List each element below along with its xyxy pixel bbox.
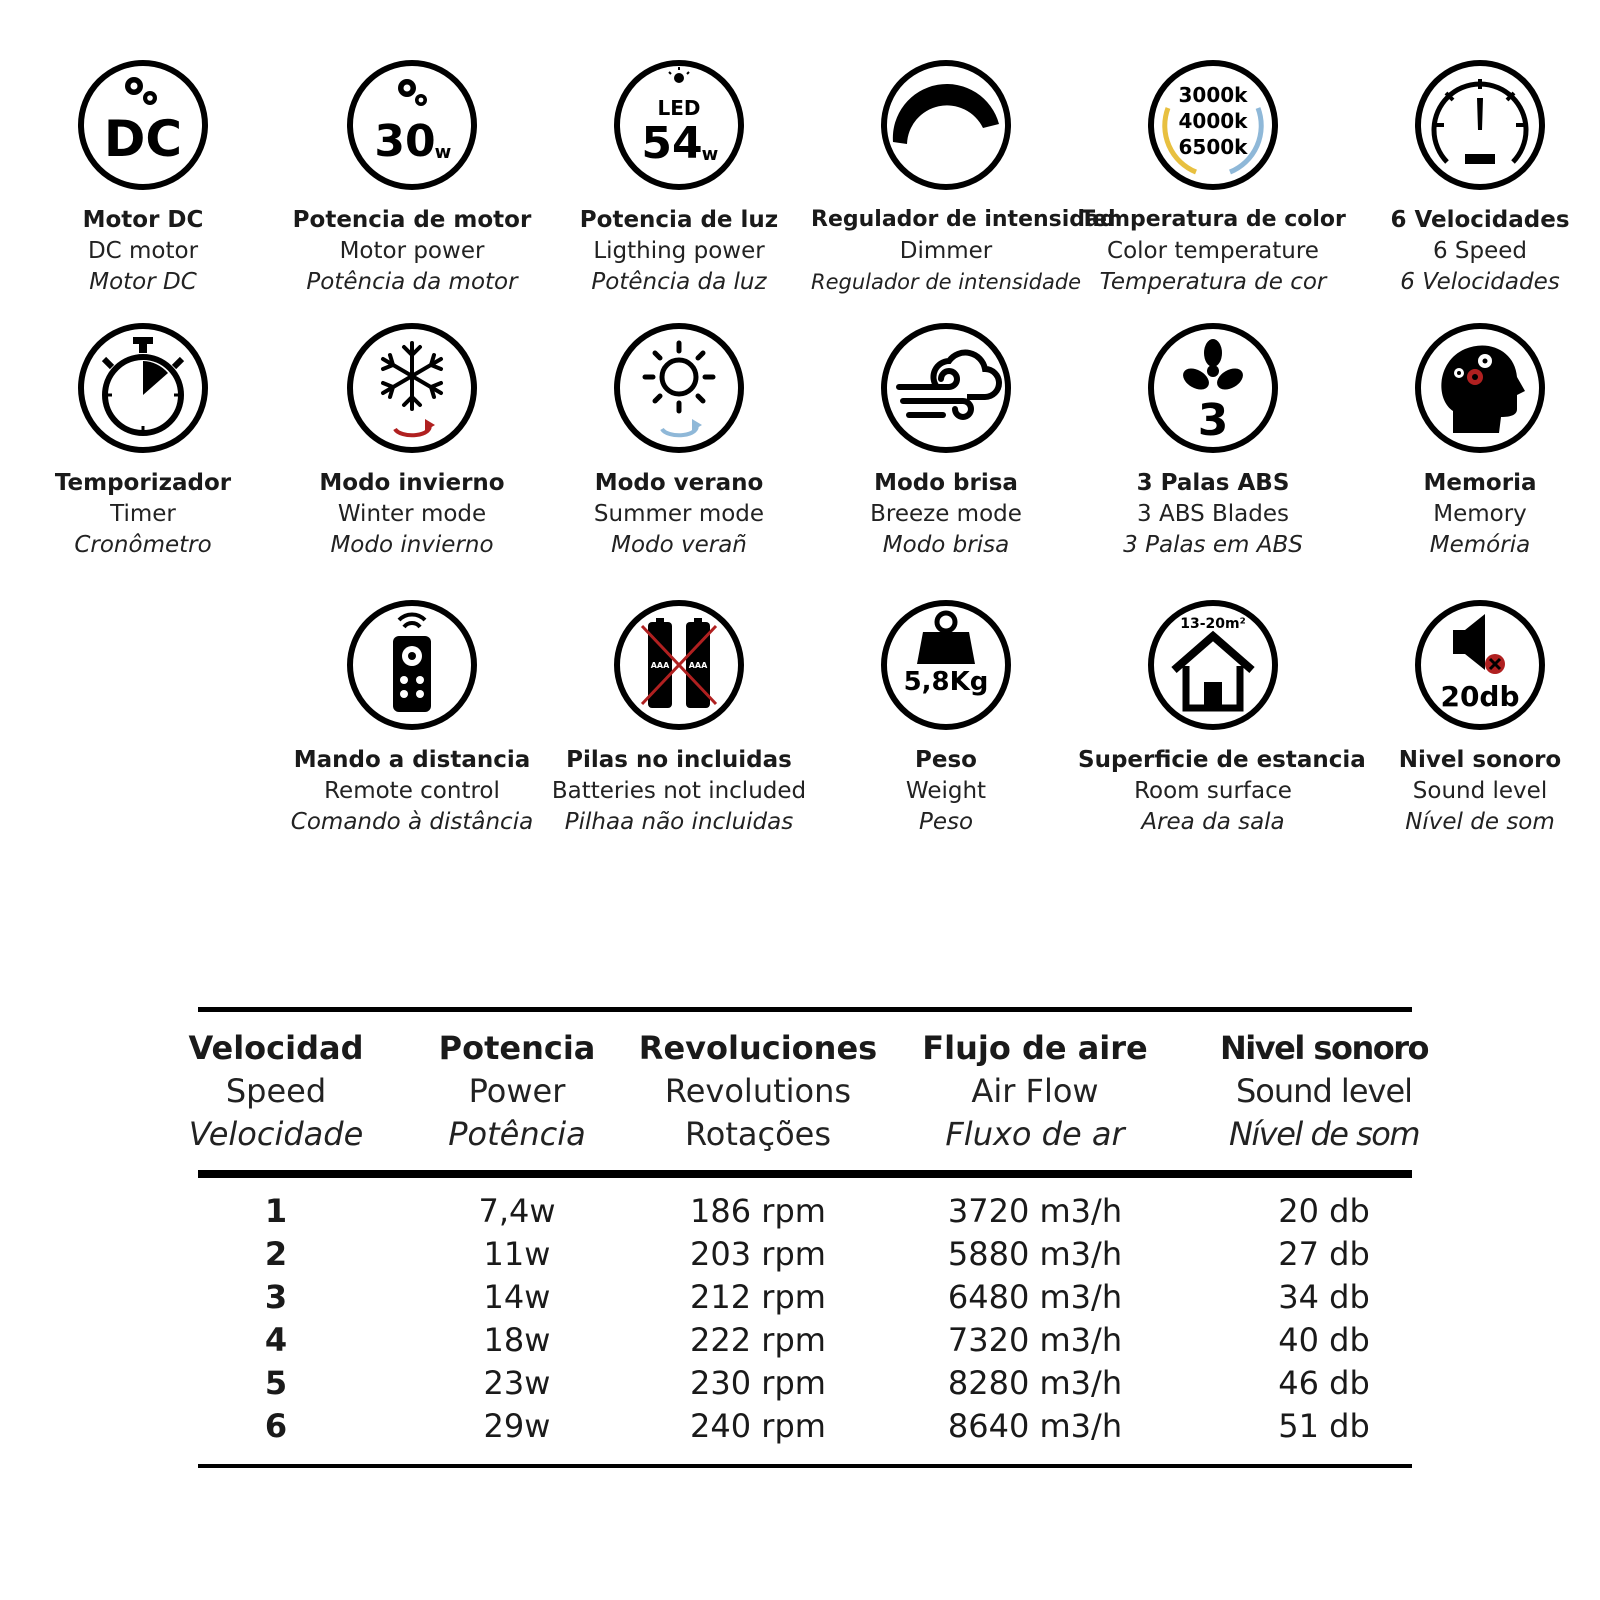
- feature-label-pt: Pilhaa não incluidas: [564, 809, 794, 835]
- feature-label-en: Summer mode: [593, 501, 765, 527]
- feature-label-es: Temperatura de color: [1080, 207, 1346, 232]
- feature-label-pt: Nível de som: [1405, 809, 1555, 835]
- speaker-mute-icon: [1413, 598, 1547, 732]
- light-power-icon: [612, 58, 746, 192]
- svg-text:LED: LED: [657, 96, 701, 120]
- feature-label-pt: Area da sala: [1141, 809, 1285, 835]
- table-cell-revolutions: 212 rpm: [690, 1278, 826, 1316]
- table-cell-sound-level: 51 db: [1278, 1407, 1370, 1445]
- table-cell-air-flow: 3720 m3/h: [947, 1192, 1123, 1230]
- svg-text:4000k: 4000k: [1178, 109, 1248, 133]
- feature-label-es: Modo brisa: [874, 470, 1018, 496]
- table-cell-air-flow: 7320 m3/h: [947, 1321, 1123, 1359]
- svg-text:AAA: AAA: [688, 661, 708, 670]
- feature-label-pt: Potência da luz: [591, 269, 767, 295]
- feature-label-en: Sound level: [1412, 778, 1548, 804]
- feature-label-pt: Memória: [1429, 532, 1531, 558]
- feature-label-pt: Potência da motor: [306, 269, 518, 295]
- feature-label-en: DC motor: [87, 238, 199, 264]
- table-cell-power: 11w: [483, 1235, 551, 1273]
- table-cell-power: 23w: [483, 1364, 551, 1402]
- feature-label-en: Memory: [1433, 501, 1527, 527]
- table-cell-speed: 3: [264, 1278, 288, 1316]
- table-cell-sound-level: 40 db: [1278, 1321, 1370, 1359]
- svg-text:30: 30: [374, 116, 436, 167]
- table-cell-sound-level: 46 db: [1278, 1364, 1370, 1402]
- table-top-rule: [198, 1007, 1412, 1012]
- feature-label-en: Remote control: [324, 778, 500, 804]
- table-cell-revolutions: 203 rpm: [690, 1235, 826, 1273]
- svg-text:20db: 20db: [1440, 680, 1520, 713]
- feature-label-en: Color temperature: [1107, 238, 1319, 264]
- svg-text:13-20m²: 13-20m²: [1180, 616, 1246, 632]
- table-header-revolutions: Revoluciones Revolutions Rotações: [638, 1029, 878, 1153]
- table-cell-air-flow: 8640 m3/h: [947, 1407, 1123, 1445]
- fan-blades-icon: [1146, 321, 1280, 455]
- feature-label-en: Room surface: [1134, 778, 1292, 804]
- feature-label-en: Breeze mode: [870, 501, 1022, 527]
- feature-label-es: 6 Velocidades: [1390, 207, 1570, 233]
- breeze-icon: [879, 321, 1013, 455]
- svg-text:3000k: 3000k: [1178, 83, 1248, 107]
- feature-label-en: Ligthing power: [593, 238, 765, 264]
- feature-label-en: Timer: [110, 501, 176, 527]
- table-cell-revolutions: 230 rpm: [690, 1364, 826, 1402]
- feature-label-pt: Modo invierno: [330, 532, 494, 558]
- feature-label-pt: Motor DC: [89, 269, 197, 295]
- table-cell-speed: 4: [264, 1321, 288, 1359]
- speedometer-icon: [1413, 58, 1547, 192]
- snowflake-icon: [345, 321, 479, 455]
- svg-text:54: 54: [641, 118, 703, 169]
- stopwatch-icon: [76, 321, 210, 455]
- table-header-air-flow: Flujo de aire Air Flow Fluxo de ar: [922, 1029, 1148, 1153]
- feature-label-es: Modo verano: [594, 470, 764, 496]
- feature-label-es: Potencia de motor: [292, 207, 532, 233]
- remote-control-icon: [345, 598, 479, 732]
- feature-label-es: Nivel sonoro: [1398, 747, 1562, 773]
- table-header-speed: Velocidad Speed Velocidade: [188, 1029, 364, 1153]
- feature-label-es: Temporizador: [54, 470, 232, 496]
- table-cell-power: 18w: [483, 1321, 551, 1359]
- table-cell-air-flow: 5880 m3/h: [947, 1235, 1123, 1273]
- dimmer-icon: [879, 58, 1013, 192]
- feature-label-pt: Modo brisa: [882, 532, 1010, 558]
- feature-label-es: Potencia de luz: [579, 207, 779, 233]
- feature-label-pt: Temperatura de cor: [1099, 269, 1327, 295]
- feature-label-pt: Peso: [918, 809, 974, 835]
- table-cell-speed: 6: [264, 1407, 288, 1445]
- feature-label-pt: Regulador de intensidade: [811, 270, 1082, 294]
- table-bottom-rule: [198, 1464, 1412, 1468]
- feature-label-es: Motor DC: [82, 207, 204, 233]
- svg-text:w: w: [434, 142, 452, 163]
- table-cell-sound-level: 20 db: [1278, 1192, 1370, 1230]
- svg-text:5,8Kg: 5,8Kg: [903, 667, 989, 697]
- feature-label-pt: 6 Velocidades: [1400, 269, 1560, 295]
- feature-label-es: Pilas no incluidas: [566, 747, 792, 773]
- no-batteries-icon: [612, 598, 746, 732]
- memory-head-icon: [1413, 321, 1547, 455]
- table-cell-revolutions: 222 rpm: [690, 1321, 826, 1359]
- feature-label-en: 6 Speed: [1432, 238, 1528, 264]
- feature-label-en: 3 ABS Blades: [1137, 501, 1289, 527]
- table-cell-air-flow: 8280 m3/h: [947, 1364, 1123, 1402]
- svg-text:AAA: AAA: [650, 661, 670, 670]
- svg-text:DC: DC: [103, 110, 183, 168]
- table-cell-power: 7,4w: [478, 1192, 556, 1230]
- feature-label-es: Superficie de estancia: [1078, 747, 1366, 773]
- feature-label-es: Modo invierno: [319, 470, 505, 496]
- feature-label-es: Memoria: [1423, 470, 1537, 496]
- feature-label-en: Motor power: [339, 238, 485, 264]
- motor-power-icon: [345, 58, 479, 192]
- table-cell-speed: 5: [264, 1364, 288, 1402]
- table-header-sound-level: Nivel sonoro Sound level Nível de som: [1220, 1029, 1428, 1153]
- table-cell-revolutions: 240 rpm: [690, 1407, 826, 1445]
- sun-icon: [612, 321, 746, 455]
- weight-icon: [879, 598, 1013, 732]
- feature-label-pt: Comando à distância: [290, 809, 534, 835]
- feature-label-pt: Cronômetro: [74, 532, 212, 558]
- feature-label-en: Batteries not included: [551, 778, 807, 804]
- feature-label-es: Regulador de intensidad: [811, 207, 1116, 232]
- table-cell-power: 29w: [483, 1407, 551, 1445]
- feature-label-en: Weight: [905, 778, 987, 804]
- feature-label-es: Mando a distancia: [293, 747, 531, 773]
- table-cell-air-flow: 6480 m3/h: [947, 1278, 1123, 1316]
- table-cell-speed: 1: [264, 1192, 288, 1230]
- color-temperature-icon: [1146, 58, 1280, 192]
- svg-text:w: w: [701, 144, 719, 165]
- table-cell-revolutions: 186 rpm: [690, 1192, 826, 1230]
- feature-label-pt: Modo verañ: [611, 532, 747, 558]
- feature-label-es: 3 Palas ABS: [1136, 470, 1290, 496]
- table-header-rule: [198, 1170, 1412, 1178]
- svg-text:3: 3: [1197, 395, 1229, 446]
- table-cell-sound-level: 34 db: [1278, 1278, 1370, 1316]
- table-cell-sound-level: 27 db: [1278, 1235, 1370, 1273]
- dc-motor-icon: [76, 58, 210, 192]
- table-cell-power: 14w: [483, 1278, 551, 1316]
- feature-label-pt: 3 Palas em ABS: [1123, 532, 1303, 558]
- svg-text:6500k: 6500k: [1178, 135, 1248, 159]
- feature-label-en: Dimmer: [899, 238, 993, 264]
- house-icon: [1146, 598, 1280, 732]
- feature-label-en: Winter mode: [337, 501, 487, 527]
- table-cell-speed: 2: [264, 1235, 288, 1273]
- table-header-power: Potencia Power Potência: [438, 1029, 596, 1153]
- feature-label-es: Peso: [915, 747, 977, 773]
